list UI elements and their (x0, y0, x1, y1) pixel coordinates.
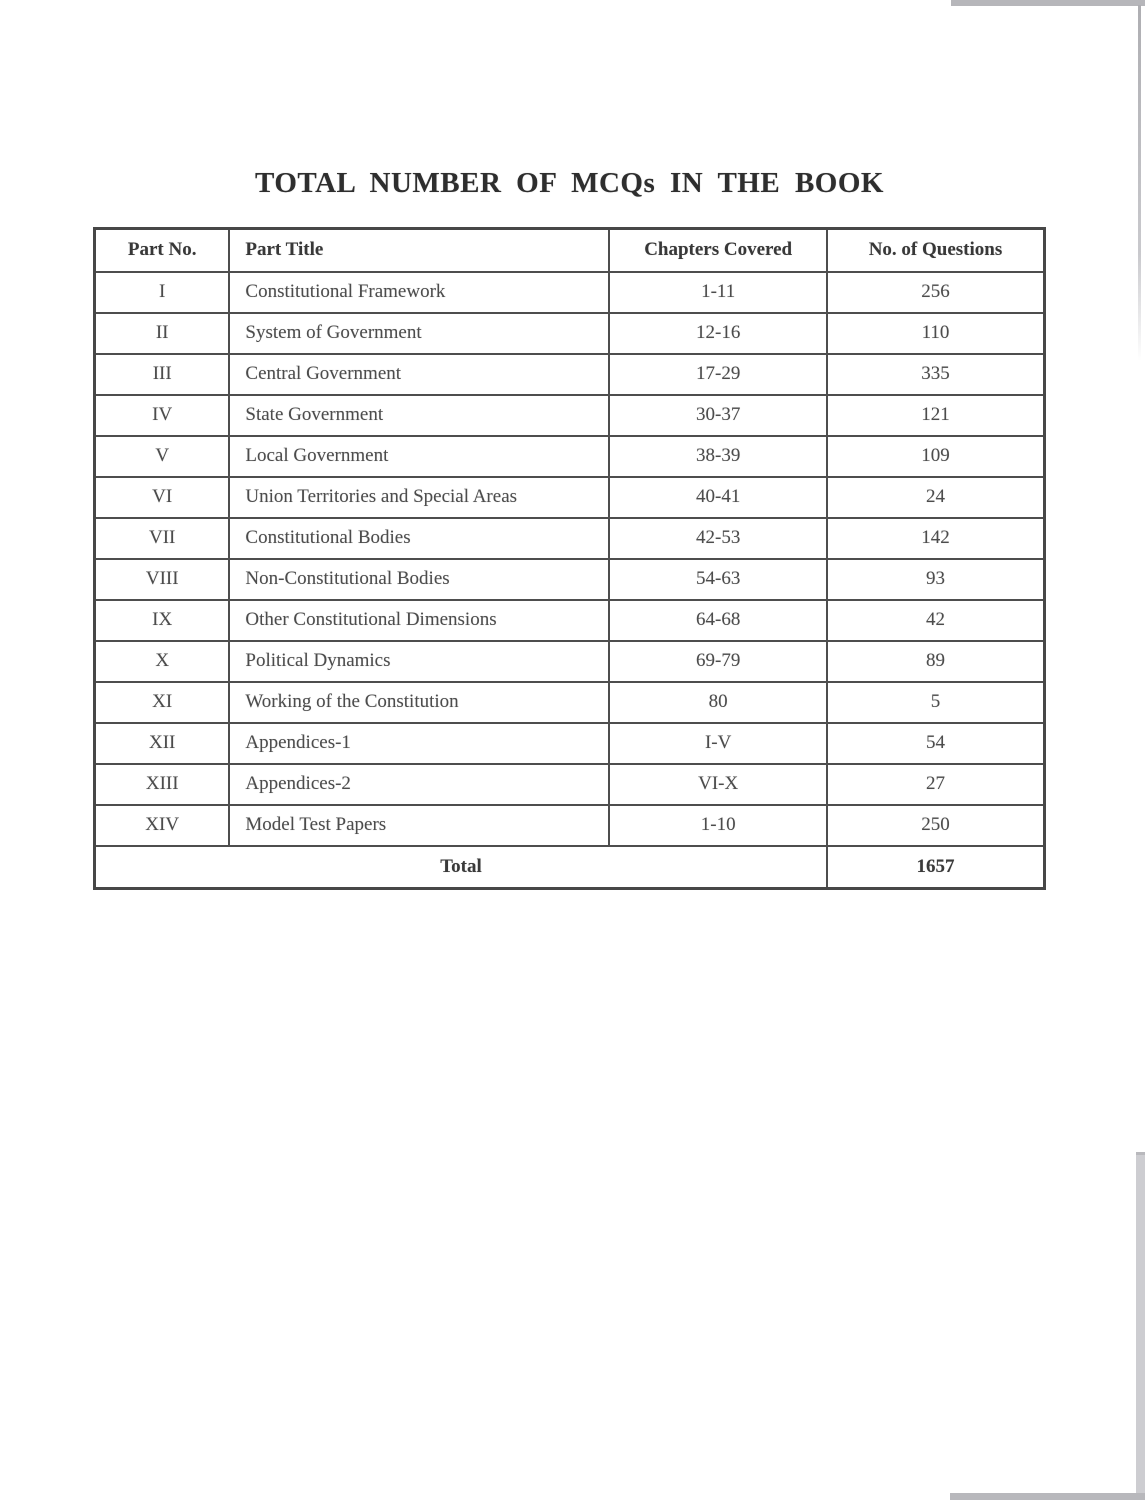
part-title-cell: Central Government (229, 354, 609, 395)
part-no-cell: VII (95, 518, 230, 559)
part-no-cell: VI (95, 477, 230, 518)
chapters-cell: 12-16 (609, 313, 827, 354)
questions-cell: 27 (827, 764, 1045, 805)
chapters-cell: 54-63 (609, 559, 827, 600)
part-title-cell: Constitutional Bodies (229, 518, 609, 559)
chapters-cell: 80 (609, 682, 827, 723)
header-chapters: Chapters Covered (609, 229, 827, 272)
part-no-cell: V (95, 436, 230, 477)
chapters-cell: I-V (609, 723, 827, 764)
header-part-no: Part No. (95, 229, 230, 272)
part-no-cell: XII (95, 723, 230, 764)
table-body (95, 272, 1045, 846)
table-row (95, 436, 1045, 477)
questions-cell: 142 (827, 518, 1045, 559)
part-no-cell: XIV (95, 805, 230, 846)
table-row (95, 313, 1045, 354)
part-title-cell: Other Constitutional Dimensions (229, 600, 609, 641)
questions-cell: 256 (827, 272, 1045, 313)
questions-cell: 54 (827, 723, 1045, 764)
questions-cell: 250 (827, 805, 1045, 846)
table-row (95, 805, 1045, 846)
table-row (95, 559, 1045, 600)
scan-edge-right-line-artifact (1138, 5, 1141, 361)
part-title-cell: Appendices-2 (229, 764, 609, 805)
questions-cell: 93 (827, 559, 1045, 600)
table-row (95, 682, 1045, 723)
questions-cell: 5 (827, 682, 1045, 723)
scan-edge-top-artifact (951, 0, 1145, 6)
chapters-cell: 38-39 (609, 436, 827, 477)
part-title-cell: Model Test Papers (229, 805, 609, 846)
header-row (95, 229, 1045, 272)
questions-cell: 109 (827, 436, 1045, 477)
part-no-cell: VIII (95, 559, 230, 600)
questions-cell: 335 (827, 354, 1045, 395)
part-title-cell: State Government (229, 395, 609, 436)
table-row (95, 723, 1045, 764)
part-title-cell: Political Dynamics (229, 641, 609, 682)
chapters-cell: 1-10 (609, 805, 827, 846)
scan-edge-bottom-artifact (950, 1493, 1145, 1500)
table-row (95, 354, 1045, 395)
part-title-cell: Working of the Constitution (229, 682, 609, 723)
table-row (95, 518, 1045, 559)
part-title-cell: Constitutional Framework (229, 272, 609, 313)
chapters-cell: 30-37 (609, 395, 827, 436)
table-row (95, 600, 1045, 641)
part-title-cell: Local Government (229, 436, 609, 477)
part-no-cell: IV (95, 395, 230, 436)
questions-cell: 110 (827, 313, 1045, 354)
chapters-cell: 64-68 (609, 600, 827, 641)
questions-cell: 89 (827, 641, 1045, 682)
table-header (95, 229, 1045, 272)
part-no-cell: XI (95, 682, 230, 723)
part-no-cell: IX (95, 600, 230, 641)
part-no-cell: I (95, 272, 230, 313)
part-no-cell: XIII (95, 764, 230, 805)
table-footer (95, 846, 1045, 889)
part-title-cell: Union Territories and Special Areas (229, 477, 609, 518)
scan-edge-right-strip-artifact (1136, 1152, 1145, 1500)
total-questions: 1657 (827, 846, 1045, 889)
table-row (95, 272, 1045, 313)
total-row (95, 846, 1045, 889)
table-row (95, 641, 1045, 682)
header-part-title: Part Title (229, 229, 609, 272)
part-title-cell: Appendices-1 (229, 723, 609, 764)
page-title: TOTAL NUMBER OF MCQs IN THE BOOK (255, 167, 884, 199)
table-row (95, 477, 1045, 518)
total-label: Total (95, 846, 827, 889)
part-no-cell: X (95, 641, 230, 682)
chapters-cell: 40-41 (609, 477, 827, 518)
chapters-cell: VI-X (609, 764, 827, 805)
chapters-cell: 17-29 (609, 354, 827, 395)
header-questions: No. of Questions (827, 229, 1045, 272)
chapters-cell: 69-79 (609, 641, 827, 682)
part-no-cell: III (95, 354, 230, 395)
chapters-cell: 1-11 (609, 272, 827, 313)
mcq-summary-table (93, 227, 1046, 890)
part-title-cell: System of Government (229, 313, 609, 354)
part-title-cell: Non-Constitutional Bodies (229, 559, 609, 600)
part-no-cell: II (95, 313, 230, 354)
questions-cell: 121 (827, 395, 1045, 436)
questions-cell: 42 (827, 600, 1045, 641)
questions-cell: 24 (827, 477, 1045, 518)
chapters-cell: 42-53 (609, 518, 827, 559)
table-row (95, 764, 1045, 805)
table-row (95, 395, 1045, 436)
